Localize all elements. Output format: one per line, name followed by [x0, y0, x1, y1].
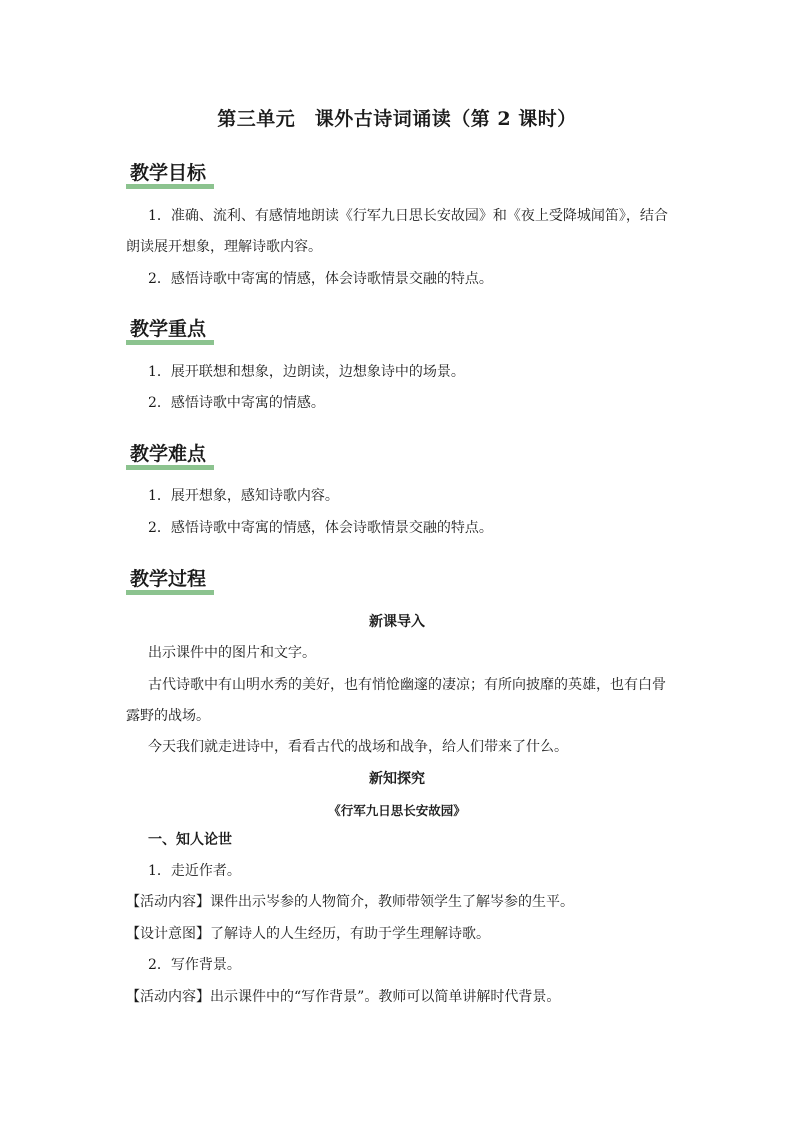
section-heading-goals-label: 教学目标 [130, 162, 207, 184]
intro-paragraph-2: 古代诗歌中有山明水秀的美好，也有悄怆幽邃的凄凉；有所向披靡的英雄，也有白骨露野的战场。 [126, 677, 666, 724]
intro-paragraph-3: 今天我们就走进诗中，看看古代的战场和战争，给人们带来了什么。 [148, 739, 568, 755]
key-points-item-1: 1．展开联想和想象，边朗读，边想象诗中的场景。 [148, 364, 465, 380]
section-heading-difficulties [126, 441, 210, 467]
step-two: 2．写作背景。 [148, 957, 241, 973]
section-heading-process [126, 566, 210, 592]
part-one-heading: 一、知人论世 [148, 832, 232, 848]
section-heading-key-points-label: 教学重点 [130, 318, 207, 340]
heading-underline [126, 340, 214, 345]
section-heading-goals [126, 160, 210, 186]
difficulties-item-1: 1．展开想象，感知诗歌内容。 [148, 488, 339, 504]
activity-two: 【活动内容】出示课件中的“写作背景”。教师可以简单讲解时代背景。 [126, 989, 561, 1005]
goals-item-2: 2．感悟诗歌中寄寓的情感，体会诗歌情景交融的特点。 [148, 271, 493, 287]
intro-paragraph-1: 出示课件中的图片和文字。 [148, 645, 316, 661]
activity-one: 【活动内容】课件出示岑参的人物简介，教师带领学生了解岑参的生平。 [126, 894, 574, 910]
design-one: 【设计意图】了解诗人的人生经历，有助于学生理解诗歌。 [126, 926, 490, 942]
subheading-intro: 新课导入 [369, 614, 425, 630]
goals-item-1: 1．准确、流利、有感情地朗读《行军九日思长安故园》和《夜上受降城闻笛》，结合朗读展开想象，理解诗歌内容。 [126, 208, 668, 255]
step-one: 1．走近作者。 [148, 863, 241, 879]
page-title: 第三单元 课外古诗词诵读（第 2 课时） [217, 108, 577, 130]
section-heading-key-points [126, 316, 210, 342]
section-heading-difficulties-label: 教学难点 [130, 443, 207, 465]
key-points-item-2: 2．感悟诗歌中寄寓的情感。 [148, 395, 325, 411]
subheading-explore: 新知探究 [369, 771, 425, 787]
heading-underline [126, 184, 214, 189]
heading-underline [126, 590, 214, 595]
difficulties-item-2: 2．感悟诗歌中寄寓的情感，体会诗歌情景交融的特点。 [148, 520, 493, 536]
heading-underline [126, 465, 214, 470]
section-heading-process-label: 教学过程 [130, 568, 207, 590]
poem-title: 《行军九日思长安故园》 [328, 803, 466, 818]
